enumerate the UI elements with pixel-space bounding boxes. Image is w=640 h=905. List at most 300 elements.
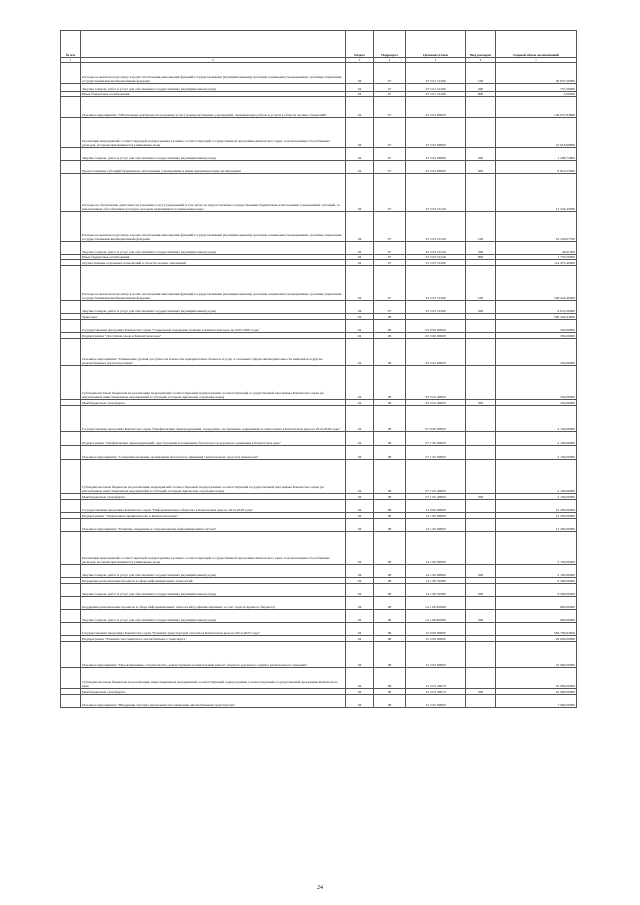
table-row — [61, 532, 577, 565]
exptype-cell — [466, 97, 496, 118]
exptype-cell — [466, 597, 496, 610]
target-cell: 23 5 03 09990 — [406, 118, 466, 148]
subsection-cell: 08 — [374, 446, 406, 460]
section-cell: 04 — [346, 118, 374, 148]
table-row — [61, 320, 577, 333]
num-cell — [61, 519, 81, 532]
table-row — [61, 212, 577, 242]
subsection-cell: 08 — [374, 565, 406, 578]
target-cell: 23 5 03 10140 — [406, 242, 466, 255]
name-cell: Субсидии местным бюджетам на реализацию мероприятий соответствующей подпрограммы соответствующей государственной программы Камчатского края (за исключением инвестиционных мероприятий и субсидий, которым присвоены отдельные коды) — [81, 460, 346, 494]
target-cell: 14 1 06 00000 — [406, 519, 466, 532]
target-cell: 23 5 03 51290 — [406, 260, 466, 266]
amount-cell: 9 500,00000 — [496, 584, 577, 597]
amount-cell: 8 810,25000 — [496, 161, 577, 174]
exptype-cell — [466, 118, 496, 148]
amount-cell: 22 000,00000 — [496, 668, 577, 689]
name-cell: Основное мероприятие "Развитие, внедрение и сопровождение информационных систем" — [81, 519, 346, 532]
subsection-cell: 08 — [374, 636, 406, 642]
name-cell: Иные бюджетные ассигнования — [81, 92, 346, 97]
name-cell: Субсидии местным бюджетам на реализацию инвестиционных мероприятий соответствующей подпрограммы соответствующей государственной программы Камчатского края — [81, 668, 346, 689]
exptype-cell: 100 — [466, 266, 496, 301]
target-cell: 03 0 00 00000 — [406, 320, 466, 333]
section-cell: 04 — [346, 532, 374, 565]
exptype-cell — [466, 532, 496, 565]
exptype-cell: 200 — [466, 242, 496, 255]
name-cell: Основное мероприятие "Повышение уровня доступности и качества приоритетных объектов и услуг в основных сферах жизнедеятельности инвалидов и других маломобильных групп населения" — [81, 339, 346, 366]
subsection-cell: 07 — [374, 92, 406, 97]
num-cell — [61, 623, 81, 636]
subsection-cell: 07 — [374, 63, 406, 84]
exptype-cell: 100 — [466, 212, 496, 242]
subsection-cell: 08 — [374, 400, 406, 406]
table-row — [61, 610, 577, 623]
amount-cell: 599 444,94850 — [496, 314, 577, 320]
subsection-cell: 08 — [374, 695, 406, 708]
target-cell: 14 1 06 50280 — [406, 578, 466, 584]
exptype-cell: 100 — [466, 63, 496, 84]
name-cell: Государственная программа Камчатского края "Социальная поддержка граждан в Камчатском крае на 2015-2020 годы" — [81, 320, 346, 333]
subsection-cell: 07 — [374, 260, 406, 266]
amount-cell: 7 000,00000 — [496, 695, 577, 708]
amount-cell: 9 500,00000 — [496, 578, 577, 584]
table-row — [61, 584, 577, 597]
num-cell — [61, 366, 81, 400]
num-cell — [61, 148, 81, 161]
table-body — [61, 63, 577, 708]
section-cell: 04 — [346, 63, 374, 84]
name-cell: Расходы на обеспечение деятельности (оказание услуг) учреждений, в том числе на предоставление государственным бюджетным и автономным учреждениям субсидий, за исключением обособленных расходов, которым присваиваются уникальные коды — [81, 174, 346, 212]
exptype-cell: 200 — [466, 584, 496, 597]
target-cell: 23 5 03 51290 — [406, 301, 466, 314]
exptype-cell — [466, 500, 496, 513]
amount-cell: 12 285,00000 — [496, 519, 577, 532]
section-cell: 04 — [346, 460, 374, 494]
exptype-cell — [466, 642, 496, 668]
name-cell: Межбюджетные трансферты — [81, 689, 346, 695]
num-cell — [61, 432, 81, 446]
subsection-cell: 08 — [374, 460, 406, 494]
name-cell: Основное мероприятие "Обеспечение деятельности (оказание услуг) подведомственных учреждений, оказывающих работы и услуги в области лесных отношений" — [81, 97, 346, 118]
section-cell: 04 — [346, 584, 374, 597]
target-cell: 07 1 05 40060 — [406, 460, 466, 494]
exptype-cell — [466, 432, 496, 446]
num-cell — [61, 212, 81, 242]
name-cell: Подпрограмма "Профилактика правонарушений, преступлений и повышение безопасности дорожного движения в Камчатском крае" — [81, 432, 346, 446]
table-row — [61, 242, 577, 255]
subsection-cell: 07 — [374, 242, 406, 255]
col-number: 4 — [374, 58, 406, 63]
section-cell: 04 — [346, 320, 374, 333]
exptype-cell — [466, 623, 496, 636]
col-header-amount: Годовой объем ассигнований — [496, 31, 577, 58]
target-cell: 14 1 06 09990 — [406, 565, 466, 578]
table-row — [61, 668, 577, 689]
num-cell — [61, 446, 81, 460]
col-number: 1 — [61, 58, 81, 63]
table-row — [61, 339, 577, 366]
name-cell: Расходы на выплаты персоналу в целях обеспечения выполнения функций государственными (муниципальными) органами, казенными учреждениями, органами управления государственными внебюджетными фондами — [81, 212, 346, 242]
target-cell: 15 2 03 40070 — [406, 689, 466, 695]
section-cell: 04 — [346, 339, 374, 366]
subsection-cell: 08 — [374, 532, 406, 565]
amount-cell: 44,91300 — [496, 242, 577, 255]
exptype-cell: 500 — [466, 400, 496, 406]
subsection-cell: 07 — [374, 97, 406, 118]
budget-table — [60, 30, 577, 708]
name-cell: Государственная программа Камчатского края "Развитие транспортной системы в Камчатском крае на 2014-2025 годы" — [81, 623, 346, 636]
subsection-cell: 08 — [374, 333, 406, 339]
amount-cell: 2 185,00000 — [496, 532, 577, 565]
num-cell — [61, 695, 81, 708]
budget-sheet — [60, 30, 576, 708]
section-cell: 04 — [346, 255, 374, 260]
name-cell: Закупка товаров, работ и услуг для обеспечения государственных (муниципальных) нужд — [81, 565, 346, 578]
num-cell — [61, 610, 81, 623]
section-cell: 04 — [346, 695, 374, 708]
section-cell: 04 — [346, 578, 374, 584]
table-row — [61, 84, 577, 92]
num-cell — [61, 642, 81, 668]
table-row — [61, 366, 577, 400]
section-cell: 04 — [346, 161, 374, 174]
num-cell — [61, 301, 81, 314]
amount-cell: 5,00000 — [496, 92, 577, 97]
section-cell: 04 — [346, 366, 374, 400]
table-row — [61, 519, 577, 532]
name-cell: Подпрограмма "Электронное правительство в Камчатском крае" — [81, 513, 346, 519]
target-cell: 14 1 06 R0280 — [406, 597, 466, 610]
name-cell: Иные бюджетные ассигнования — [81, 255, 346, 260]
name-cell: Основное мероприятие "Совершенствование организации безопасного движения транспортных средств и пешеходов" — [81, 446, 346, 460]
name-cell: Реализация мероприятий соответствующей подпрограммы в рамках соответствующей государственной программы Камчатского края, за исключением обособленных расходов, которым присваиваются уникальные коды — [81, 532, 346, 565]
name-cell: Закупка товаров, работ и услуг для обеспечения государственных (муниципальных) нужд — [81, 242, 346, 255]
num-cell — [61, 597, 81, 610]
col-number: 2 — [81, 58, 346, 63]
amount-cell: 350,00000 — [496, 339, 577, 366]
num-cell — [61, 532, 81, 565]
subsection-cell: 08 — [374, 610, 406, 623]
target-cell: 23 5 03 00000 — [406, 97, 466, 118]
amount-cell: 136 837,83800 — [496, 97, 577, 118]
subsection-cell: 08 — [374, 578, 406, 584]
target-cell: 03 3 02 40060 — [406, 400, 466, 406]
name-cell: Осуществление отдельных полномочий в области лесных отношений — [81, 260, 346, 266]
target-cell: 23 5 01 51290 — [406, 92, 466, 97]
amount-cell: 2 100,00000 — [496, 406, 577, 432]
name-cell: Межбюджетные трансферты — [81, 494, 346, 500]
page-number: 24 — [317, 885, 323, 891]
target-cell: 03 3 02 00000 — [406, 339, 466, 366]
target-cell: 15 2 03 00000 — [406, 642, 466, 668]
name-cell: Закупка товаров, работ и услуг для обеспечения государственных (муниципальных) нужд — [81, 148, 346, 161]
name-cell: Расходы на выплаты персоналу в целях обеспечения выполнения функций государственными (муниципальными) органами, казенными учреждениями, органами управления государственными внебюджетными фондами — [81, 63, 346, 84]
col-header-section: Раздел — [346, 31, 374, 58]
target-cell: 03 3 00 00000 — [406, 333, 466, 339]
name-cell: Основное мероприятие "Внедрение системы управления пассажирским автомобильным транспортом" — [81, 695, 346, 708]
name-cell: Поддержка региональных проектов в сфере информационных технологий — [81, 578, 346, 584]
amount-cell: 22 000,00000 — [496, 689, 577, 695]
target-cell: 14 1 00 00000 — [406, 513, 466, 519]
subsection-cell: 08 — [374, 432, 406, 446]
num-cell — [61, 242, 81, 255]
subsection-cell: 08 — [374, 406, 406, 432]
subsection-cell: 07 — [374, 174, 406, 212]
table-row — [61, 642, 577, 668]
name-cell: Закупка товаров, работ и услуг для обеспечения государственных (муниципальных) нужд — [81, 84, 346, 92]
section-cell: 04 — [346, 668, 374, 689]
section-cell: 04 — [346, 301, 374, 314]
section-cell: 04 — [346, 610, 374, 623]
name-cell: Предоставление субсидий бюджетным, автономным учреждениям и иным некоммерческим организациям — [81, 161, 346, 174]
table-row — [61, 623, 577, 636]
subsection-cell: 08 — [374, 584, 406, 597]
col-number: 3 — [346, 58, 374, 63]
amount-cell: 29 000,00000 — [496, 636, 577, 642]
subsection-cell: 08 — [374, 320, 406, 333]
exptype-cell: 200 — [466, 610, 496, 623]
num-cell — [61, 320, 81, 333]
target-cell: 07 1 05 40060 — [406, 494, 466, 500]
amount-cell: 12 285,00000 — [496, 500, 577, 513]
subsection-cell: 07 — [374, 148, 406, 161]
table-row — [61, 301, 577, 314]
table-row — [61, 597, 577, 610]
amount-cell: 600,00000 — [496, 597, 577, 610]
subsection-cell: 07 — [374, 161, 406, 174]
amount-cell: 350,00000 — [496, 333, 577, 339]
subsection-cell: 07 — [374, 84, 406, 92]
amount-cell: 600,00000 — [496, 610, 577, 623]
section-cell: 04 — [346, 406, 374, 432]
subsection-cell: 07 — [374, 301, 406, 314]
amount-cell: 22 000,00000 — [496, 642, 577, 668]
subsection-cell: 08 — [374, 623, 406, 636]
exptype-cell: 600 — [466, 161, 496, 174]
subsection-cell: 08 — [374, 689, 406, 695]
exptype-cell — [466, 406, 496, 432]
exptype-cell: 800 — [466, 255, 496, 260]
exptype-cell — [466, 446, 496, 460]
section-cell: 04 — [346, 597, 374, 610]
num-cell — [61, 500, 81, 513]
amount-cell: 2 185,00000 — [496, 565, 577, 578]
col-number: 7 — [496, 58, 577, 63]
section-cell: 04 — [346, 432, 374, 446]
amount-cell: 350,00000 — [496, 400, 577, 406]
table-row — [61, 174, 577, 212]
target-cell: 07 1 00 00000 — [406, 432, 466, 446]
name-cell: Закупка товаров, работ и услуг для обеспечения государственных (муниципальных) нужд — [81, 301, 346, 314]
section-cell: 04 — [346, 148, 374, 161]
col-header-exptype: Вид расходов — [466, 31, 496, 58]
exptype-cell: 200 — [466, 565, 496, 578]
amount-cell: 6 051,00000 — [496, 301, 577, 314]
amount-cell: 10 018,99800 — [496, 118, 577, 148]
exptype-cell — [466, 695, 496, 708]
num-cell — [61, 63, 81, 84]
num-cell — [61, 406, 81, 432]
table-row — [61, 148, 577, 161]
num-cell — [61, 118, 81, 148]
num-cell — [61, 339, 81, 366]
amount-cell: 584 709,94850 — [496, 623, 577, 636]
section-cell: 04 — [346, 333, 374, 339]
subsection-cell: 08 — [374, 597, 406, 610]
num-cell — [61, 565, 81, 578]
amount-cell: 2 100,00000 — [496, 460, 577, 494]
target-cell: 14 0 00 00000 — [406, 500, 466, 513]
table-row — [61, 565, 577, 578]
target-cell: 14 1 06 09990 — [406, 532, 466, 565]
col-header-num: № п/п — [61, 31, 81, 58]
target-cell: 23 5 03 09990 — [406, 148, 466, 161]
subsection-cell: 08 — [374, 513, 406, 519]
section-cell: 04 — [346, 242, 374, 255]
target-cell: 07 0 00 00000 — [406, 406, 466, 432]
num-cell — [61, 97, 81, 118]
section-cell: 04 — [346, 636, 374, 642]
exptype-cell — [466, 320, 496, 333]
subsection-cell: 08 — [374, 494, 406, 500]
table-row — [61, 266, 577, 301]
amount-cell: 12 343,45000 — [496, 174, 577, 212]
target-cell: 14 1 06 R0280 — [406, 610, 466, 623]
target-cell: 23 5 01 51290 — [406, 63, 466, 84]
subsection-cell: 08 — [374, 668, 406, 689]
exptype-cell: 500 — [466, 494, 496, 500]
amount-cell: 29 657,50000 — [496, 63, 577, 84]
subsection-cell: 08 — [374, 642, 406, 668]
num-cell — [61, 266, 81, 301]
amount-cell: 114 475,40000 — [496, 260, 577, 266]
name-cell: Межбюджетные трансферты — [81, 400, 346, 406]
section-cell: 04 — [346, 494, 374, 500]
num-cell — [61, 161, 81, 174]
target-cell: 15 2 00 00000 — [406, 636, 466, 642]
table-row — [61, 63, 577, 84]
section-cell: 04 — [346, 212, 374, 242]
col-header-target: Целевая статья — [406, 31, 466, 58]
col-header-subsection: Подраздел — [374, 31, 406, 58]
section-cell: 04 — [346, 266, 374, 301]
name-cell: Основное мероприятие "Проектирование, строительство, реконструкция и капитальный ремонт объектов дорожного сервиса регионального значения" — [81, 642, 346, 668]
subsection-cell: 07 — [374, 255, 406, 260]
name-cell: Закупка товаров, работ и услуг для обеспечения государственных (муниципальных) нужд — [81, 584, 346, 597]
exptype-cell: 200 — [466, 84, 496, 92]
target-cell: 15 2 03 40070 — [406, 668, 466, 689]
table-row — [61, 161, 577, 174]
subsection-cell: 08 — [374, 500, 406, 513]
table-row — [61, 406, 577, 432]
section-cell: 04 — [346, 174, 374, 212]
table-row — [61, 432, 577, 446]
exptype-cell — [466, 174, 496, 212]
table-row — [61, 460, 577, 494]
exptype-cell — [466, 460, 496, 494]
header-row — [61, 31, 577, 58]
section-cell: 04 — [346, 97, 374, 118]
name-cell: Расходы на выплаты персоналу в целях обеспечения выполнения функций государственными (муниципальными) органами, казенными учреждениями, органами управления государственными внебюджетными фондами — [81, 266, 346, 301]
target-cell: 03 3 02 40060 — [406, 366, 466, 400]
col-number: 6 — [466, 58, 496, 63]
section-cell: 04 — [346, 446, 374, 460]
amount-cell: 1 770,50000 — [496, 255, 577, 260]
target-cell: 07 1 05 00000 — [406, 446, 466, 460]
amount-cell: 757,20000 — [496, 84, 577, 92]
num-cell — [61, 584, 81, 597]
target-cell: 23 5 01 51290 — [406, 84, 466, 92]
num-cell — [61, 668, 81, 689]
section-cell: 04 — [346, 513, 374, 519]
subsection-cell: 08 — [374, 339, 406, 366]
table-row — [61, 118, 577, 148]
exptype-cell — [466, 339, 496, 366]
exptype-cell: 200 — [466, 148, 496, 161]
target-cell: 23 5 03 51290 — [406, 266, 466, 301]
num-cell — [61, 460, 81, 494]
target-cell: 15 2 05 00000 — [406, 695, 466, 708]
section-cell: 04 — [346, 623, 374, 636]
section-cell: 04 — [346, 92, 374, 97]
target-cell: 14 1 06 50280 — [406, 584, 466, 597]
subsection-cell: 07 — [374, 212, 406, 242]
amount-cell: 1 208,72800 — [496, 148, 577, 161]
amount-cell: 12 285,00000 — [496, 513, 577, 519]
section-cell: 04 — [346, 689, 374, 695]
amount-cell: 350,00000 — [496, 320, 577, 333]
section-cell: 04 — [346, 500, 374, 513]
amount-cell: 350,00000 — [496, 366, 577, 400]
amount-cell: 2 100,00000 — [496, 494, 577, 500]
col-header-name — [81, 31, 346, 58]
col-number: 5 — [406, 58, 466, 63]
target-cell: 23 5 03 09990 — [406, 161, 466, 174]
amount-cell: 108 424,40000 — [496, 266, 577, 301]
exptype-cell: 800 — [466, 92, 496, 97]
target-cell: 23 5 03 10140 — [406, 212, 466, 242]
name-cell: Реализация мероприятий соответствующей подпрограммы в рамках соответствующей государственной программы Камчатского края, за исключением обособленных расходов, которым присваиваются уникальные коды — [81, 118, 346, 148]
target-cell: 23 5 03 10140 — [406, 174, 466, 212]
name-cell: Транспорт — [81, 314, 346, 320]
table-row — [61, 695, 577, 708]
exptype-cell — [466, 366, 496, 400]
name-cell: Подпрограмма "Развитие пассажирского автомобильного транспорта" — [81, 636, 346, 642]
name-cell: Подпрограмма "Доступная среда в Камчатском крае" — [81, 333, 346, 339]
subsection-cell: 08 — [374, 314, 406, 320]
section-cell: 04 — [346, 400, 374, 406]
name-cell: Государственная программа Камчатского края "Информационное общество в Камчатском крае на 2014-2018 годы" — [81, 500, 346, 513]
section-cell: 04 — [346, 642, 374, 668]
num-cell — [61, 84, 81, 92]
amount-cell: 2 100,00000 — [496, 446, 577, 460]
table-row — [61, 97, 577, 118]
exptype-cell — [466, 519, 496, 532]
section-cell: 04 — [346, 84, 374, 92]
amount-cell: 2 100,00000 — [496, 432, 577, 446]
exptype-cell: 200 — [466, 301, 496, 314]
name-cell: Поддержка региональных проектов в сфере информационных технологий (софинансирование за счет средств краевого бюджета) — [81, 597, 346, 610]
name-cell: Государственная программа Камчатского края "Профилактика правонарушений, терроризма, экстремизма, наркомании и алкоголизма в Камчатском крае на 2014-2018 годы" — [81, 406, 346, 432]
amount-cell: 10 528,07700 — [496, 212, 577, 242]
table-row — [61, 446, 577, 460]
subsection-cell: 08 — [374, 366, 406, 400]
section-cell: 04 — [346, 314, 374, 320]
name-cell: Закупка товаров, работ и услуг для обеспечения государственных (муниципальных) нужд — [81, 610, 346, 623]
subsection-cell: 07 — [374, 118, 406, 148]
table-row — [61, 500, 577, 513]
exptype-cell: 500 — [466, 689, 496, 695]
